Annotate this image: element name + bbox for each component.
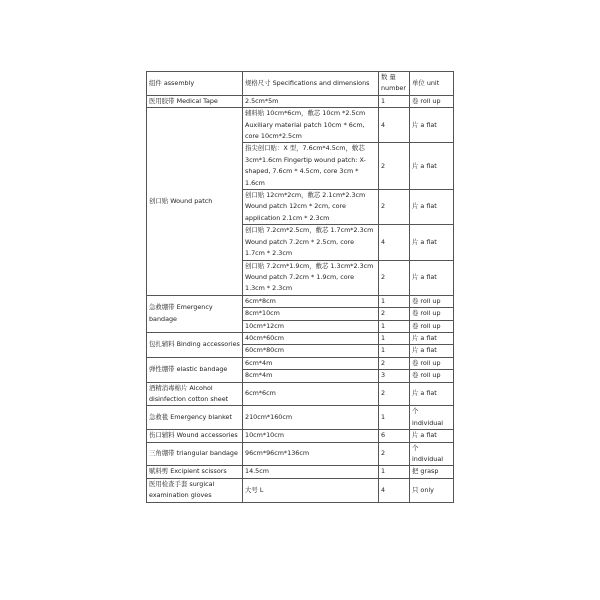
assembly-cell: 包扎辅料 Binding accessories [147,332,243,357]
unit-cell: 片 a flat [410,332,454,344]
number-cell: 2 [379,143,410,190]
unit-cell: 卷 roll up [410,308,454,320]
number-cell: 1 [379,295,410,307]
number-cell: 4 [379,225,410,260]
assembly-cell: 三角绷带 triangular bandage [147,442,243,466]
number-cell: 4 [379,478,410,502]
table-row [147,406,454,430]
table-row [147,332,454,344]
number-cell: 3 [379,370,410,382]
assembly-cell: 弹性绷带 elastic bandage [147,357,243,382]
spec-cell: 8cm*10cm [243,308,379,320]
spec-cell: 指尖创口贴：X 型，7.6cm*4.5cm，敷芯 3cm*1.6cm Fingertip wound patch: X-shaped, 7.6cm * 4.5cm, core 3cm * 1.6cm [243,143,379,190]
spec-cell: 大号 L [243,478,379,502]
spec-cell: 14.5cm [243,466,379,478]
number-cell: 1 [379,406,410,430]
number-cell: 2 [379,190,410,225]
assembly-cell: 创口贴 Wound patch [147,108,243,296]
assembly-cell: 急救毯 Emergency blanket [147,406,243,430]
unit-cell: 把 grasp [410,466,454,478]
number-cell: 2 [379,382,410,406]
spec-cell: 创口贴 7.2cm*2.5cm，敷芯 1.7cm*2.3cm Wound patch 7.2cm * 2.5cm, core 1.7cm * 2.3cm [243,225,379,260]
unit-cell: 卷 roll up [410,320,454,332]
unit-cell: 卷 roll up [410,357,454,369]
table-row [147,430,454,442]
header-unit: 单位 unit [410,72,454,96]
number-cell: 1 [379,332,410,344]
number-cell: 1 [379,466,410,478]
unit-cell: 片 a flat [410,430,454,442]
spec-cell: 10cm*10cm [243,430,379,442]
number-cell: 4 [379,108,410,143]
number-cell: 1 [379,345,410,357]
unit-cell: 片 a flat [410,382,454,406]
number-cell: 2 [379,357,410,369]
unit-cell: 个 individual [410,406,454,430]
spec-cell: 10cm*12cm [243,320,379,332]
assembly-cell: 酒精消毒棉片 Alcohol disinfection cotton sheet [147,382,243,406]
unit-cell: 卷 roll up [410,295,454,307]
table-row [147,382,454,406]
table-row [147,108,454,143]
header-row [147,72,454,96]
assembly-cell: 医用检查手套 surgical examination gloves [147,478,243,502]
spec-cell: 辅料贴 10cm*6cm，敷芯 10cm *2.5cm Auxiliary material patch 10cm * 6cm, core 10cm*2.5cm [243,108,379,143]
spec-cell: 创口贴 7.2cm*1.9cm，敷芯 1.3cm*2.3cm Wound patch 7.2cm * 1.9cm, core 1.3cm * 2.3cm [243,260,379,295]
specification-table [146,71,454,503]
unit-cell: 片 a flat [410,190,454,225]
unit-cell: 片 a flat [410,108,454,143]
spec-cell: 60cm*80cm [243,345,379,357]
assembly-cell: 急救绷带 Emergency bandage [147,295,243,332]
number-cell: 1 [379,320,410,332]
number-cell: 6 [379,430,410,442]
header-spec: 规格尺寸 Specifications and dimensions [243,72,379,96]
assembly-cell: 伤口辅料 Wound accessories [147,430,243,442]
spec-cell: 6cm*4m [243,357,379,369]
header-assembly: 组件 assembly [147,72,243,96]
spec-cell: 2.5cm*5m [243,95,379,107]
table-row [147,466,454,478]
spec-cell: 96cm*96cm*136cm [243,442,379,466]
number-cell: 2 [379,308,410,320]
unit-cell: 只 only [410,478,454,502]
spec-cell: 40cm*60cm [243,332,379,344]
unit-cell: 片 a flat [410,260,454,295]
spec-cell: 6cm*6cm [243,382,379,406]
unit-cell: 个 individual [410,442,454,466]
header-number: 数 量 number [379,72,410,96]
unit-cell: 片 a flat [410,345,454,357]
table-row [147,478,454,502]
assembly-cell: 赋料剪 Excipient scissors [147,466,243,478]
assembly-cell: 医用胶带 Medical Tape [147,95,243,107]
unit-cell: 卷 roll up [410,370,454,382]
unit-cell: 卷 roll up [410,95,454,107]
table-row [147,295,454,307]
number-cell: 1 [379,95,410,107]
spec-cell: 创口贴 12cm*2cm，敷芯 2.1cm*2.3cm Wound patch 12cm * 2cm, core application 2.1cm * 2.3cm [243,190,379,225]
spec-cell: 8cm*4m [243,370,379,382]
spec-cell: 6cm*8cm [243,295,379,307]
table-row [147,442,454,466]
table-row [147,95,454,107]
unit-cell: 片 a flat [410,143,454,190]
unit-cell: 片 a flat [410,225,454,260]
number-cell: 2 [379,260,410,295]
spec-cell: 210cm*160cm [243,406,379,430]
number-cell: 2 [379,442,410,466]
table-row [147,357,454,369]
